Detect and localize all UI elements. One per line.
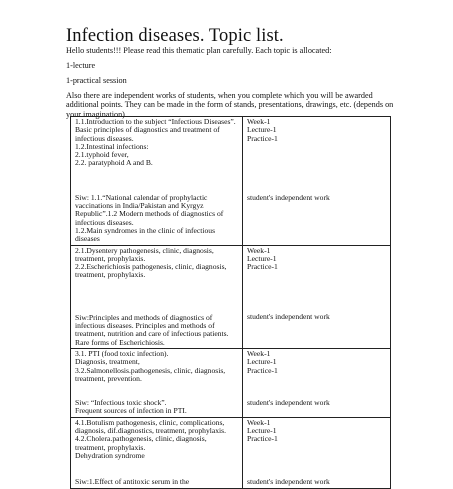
- topic-text: 1.1.Introduction to the subject “Infectious Diseases”. Basic principles of diagnostics and treatment of infectious diseases. 1.2.Intestinal infections: 2.1.typhoid fever, 2.2. paratyphoid A and B.: [75, 117, 236, 168]
- document-title: Infection diseases. Topic list.: [66, 26, 284, 46]
- table-row: [71, 348, 391, 417]
- siw-text: Siw: “Infectious toxic shock”. Frequent sources of infection in PTI.: [75, 398, 187, 416]
- schedule-cell: [243, 245, 391, 348]
- schedule-text: Week-1 Lecture-1 Practice-1: [247, 417, 278, 444]
- topic-text: 4.1.Botulism pathogenesis, clinic, complications, diagnosis, dif.diagnostics, treatment, prophylaxis. 4.2.Cholera.pathogenesis, clinic, diagnosis, treatment, prophylaxis. Dehydration syndrome: [75, 417, 227, 460]
- schedule-text: Week-1 Lecture-1 Practice-1: [247, 117, 278, 143]
- topic-cell: [71, 348, 243, 417]
- independent-work-label: student's independent work: [247, 397, 330, 407]
- intro-practical: 1-practical session: [66, 76, 127, 85]
- schedule-text: Week-1 Lecture-1 Practice-1: [247, 348, 278, 375]
- siw-text: Siw: 1.1.“National calendar of prophylactic vaccinations in India/Pakistan and Kyrgyz Republic”.1.2 Modern methods of diagnostics of infectious diseases. 1.2.Main syndromes in the clinic of infectious diseases: [75, 192, 224, 244]
- intro-greeting: Hello students!!! Please read this thematic plan carefully. Each topic is allocated:: [66, 46, 332, 55]
- table-row: [71, 117, 391, 246]
- siw-text: Siw:Principles and methods of diagnostics of infectious diseases. Principles and methods of treatment, nutrition and care of infectious patients. Rare forms of Escherichiosis.: [75, 312, 229, 347]
- intro-independent-work: Also there are independent works of students, when you complete which you will be awarded additional points. They can be made in the form of stands, presentations, drawings, etc. (depends on your imagination).: [66, 91, 394, 119]
- schedule-cell: [243, 117, 391, 246]
- siw-text: Siw:1.Effect of antitoxic serum in the: [75, 477, 190, 487]
- independent-work-label: student's independent work: [247, 312, 330, 322]
- topic-text: 2.1.Dysentery pathogenesis, clinic, diagnosis, treatment, prophylaxis. 2.2.Escherichiosis pathogenesis, clinic, diagnosis, treatment, prophylaxis.: [75, 245, 227, 280]
- topic-text: 3.1. PTI (food toxic infection). Diagnosis, treatment, 3.2.Salmonellosis.pathogenesis, clinic, diagnosis, treatment, prevention.: [75, 348, 226, 383]
- intro-lecture: 1-lecture: [66, 61, 96, 70]
- schedule-text: Week-1 Lecture-1 Practice-1: [247, 245, 278, 272]
- independent-work-label: student's independent work: [247, 192, 330, 202]
- topic-cell: [71, 117, 243, 246]
- topic-cell: [71, 245, 243, 348]
- table-row: [71, 245, 391, 348]
- thematic-plan-table: [70, 116, 391, 489]
- independent-work-label: student's independent work: [247, 476, 330, 486]
- schedule-cell: [243, 348, 391, 417]
